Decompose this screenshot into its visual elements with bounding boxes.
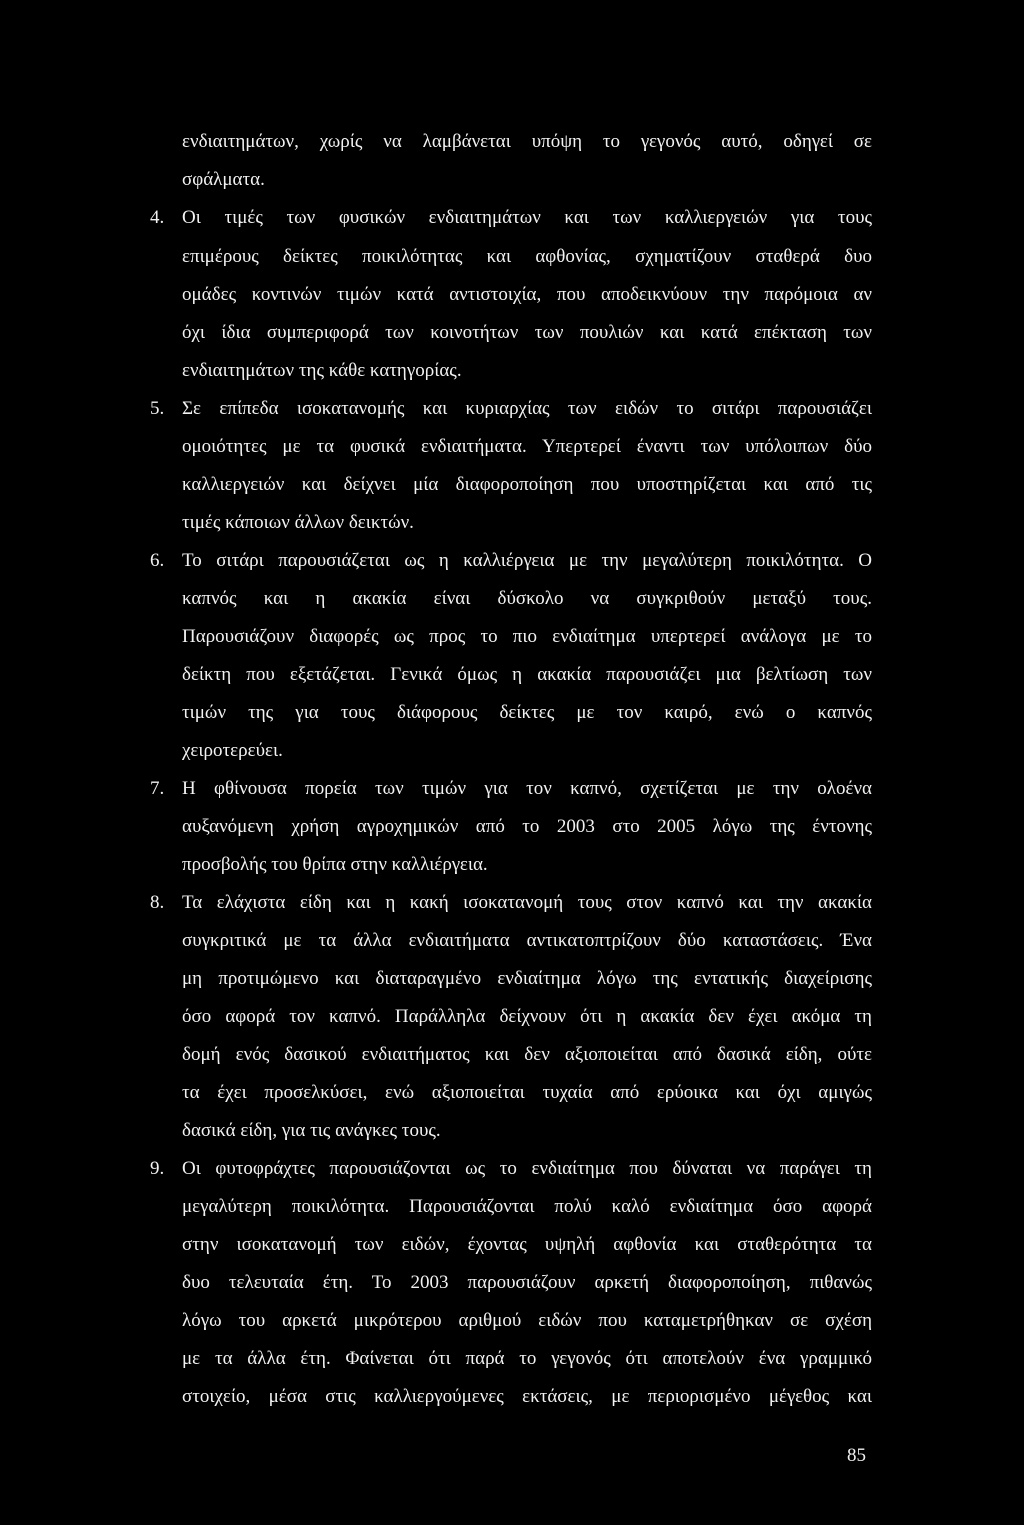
text-line: στοιχείο, μέσα στις καλλιεργούμενες εκτάσεις, με περιορισμένο μέγεθος και [182, 1386, 872, 1407]
text-line: ομοιότητες με τα φυσικά ενδιαιτήματα. Υπερτερεί έναντι των υπόλοιπων δύο [182, 436, 872, 457]
text-line: προσβολής του θρίπα στην καλλιέργεια. [182, 854, 488, 875]
list-number: 9. [150, 1158, 165, 1179]
text-line: συγκριτικά με τα άλλα ενδιαιτήματα αντικατοπτρίζουν δύο καταστάσεις. Ένα [182, 930, 872, 951]
text-line: όχι ίδια συμπεριφορά των κοινοτήτων των πουλιών και κατά επέκταση των [182, 322, 872, 343]
text-line: ενδιαιτημάτων της κάθε κατηγορίας. [182, 360, 462, 381]
list-number: 8. [150, 892, 165, 913]
text-line: Το σιτάρι παρουσιάζεται ως η καλλιέργεια με την μεγαλύτερη ποικιλότητα. Ο [182, 550, 872, 571]
text-line: δασικά είδη, για τις ανάγκες τους. [182, 1120, 441, 1141]
text-line: ενδιαιτημάτων, χωρίς να λαμβάνεται υπόψη το γεγονός αυτό, οδηγεί σε [182, 131, 872, 152]
text-line: χειροτερεύει. [182, 740, 283, 761]
text-line: Σε επίπεδα ισοκατανομής και κυριαρχίας των ειδών το σιτάρι παρουσιάζει [182, 398, 872, 419]
text-line: Παρουσιάζουν διαφορές ως προς το πιο ενδιαίτημα υπερτερεί ανάλογα με το [182, 626, 872, 647]
text-line: στην ισοκατανομή των ειδών, έχοντας υψηλή αφθονία και σταθερότητα τα [182, 1234, 872, 1255]
text-line: δομή ενός δασικού ενδιαιτήματος και δεν αξιοποιείται από δασικά είδη, ούτε [182, 1044, 872, 1065]
list-number: 5. [150, 398, 165, 419]
text-line: καπνός και η ακακία είναι δύσκολο να συγκριθούν μεταξύ τους. [182, 588, 872, 609]
text-line: αυξανόμενη χρήση αγροχημικών από το 2003 στο 2005 λόγω της έντονης [182, 816, 872, 837]
text-line: τιμές κάποιων άλλων δεικτών. [182, 512, 414, 533]
list-number: 4. [150, 207, 165, 228]
text-line: Οι φυτοφράχτες παρουσιάζονται ως το ενδιαίτημα που δύναται να παράγει τη [182, 1158, 872, 1179]
text-line: τιμών της για τους διάφορους δείκτες με τον καιρό, ενώ ο καπνός [182, 702, 872, 723]
text-line: με τα άλλα έτη. Φαίνεται ότι παρά το γεγονός ότι αποτελούν ένα γραμμικό [182, 1348, 872, 1369]
text-line: σφάλματα. [182, 169, 265, 190]
page-number: 85 [847, 1445, 866, 1466]
text-line: τα έχει προσελκύσει, ενώ αξιοποιείται τυχαία από ερύοικα και όχι αμιγώς [182, 1082, 872, 1103]
text-line: Οι τιμές των φυσικών ενδιαιτημάτων και των καλλιεργειών για τους [182, 207, 872, 228]
text-line: δείκτη που εξετάζεται. Γενικά όμως η ακακία παρουσιάζει μια βελτίωση των [182, 664, 872, 685]
text-line: όσο αφορά τον καπνό. Παράλληλα δείχνουν ότι η ακακία δεν έχει ακόμα τη [182, 1006, 872, 1027]
text-line: Η φθίνουσα πορεία των τιμών για τον καπνό, σχετίζεται με την ολοένα [182, 778, 872, 799]
list-number: 6. [150, 550, 165, 571]
text-line: επιμέρους δείκτες ποικιλότητας και αφθονίας, σχηματίζουν σταθερά δυο [182, 246, 872, 267]
text-line: καλλιεργειών και δείχνει μία διαφοροποίηση που υποστηρίζεται και από τις [182, 474, 872, 495]
text-line: ομάδες κοντινών τιμών κατά αντιστοιχία, που αποδεικνύουν την παρόμοια αν [182, 284, 872, 305]
list-number: 7. [150, 778, 165, 799]
text-line: μη προτιμώμενο και διαταραγμένο ενδιαίτημα λόγω της εντατικής διαχείρισης [182, 968, 872, 989]
text-line: Τα ελάχιστα είδη και η κακή ισοκατανομή τους στον καπνό και την ακακία [182, 892, 872, 913]
text-line: δυο τελευταία έτη. Το 2003 παρουσιάζουν αρκετή διαφοροποίηση, πιθανώς [182, 1272, 872, 1293]
text-line: λόγω του αρκετά μικρότερου αριθμού ειδών που καταμετρήθηκαν σε σχέση [182, 1310, 872, 1331]
text-line: μεγαλύτερη ποικιλότητα. Παρουσιάζονται πολύ καλό ενδιαίτημα όσο αφορά [182, 1196, 872, 1217]
